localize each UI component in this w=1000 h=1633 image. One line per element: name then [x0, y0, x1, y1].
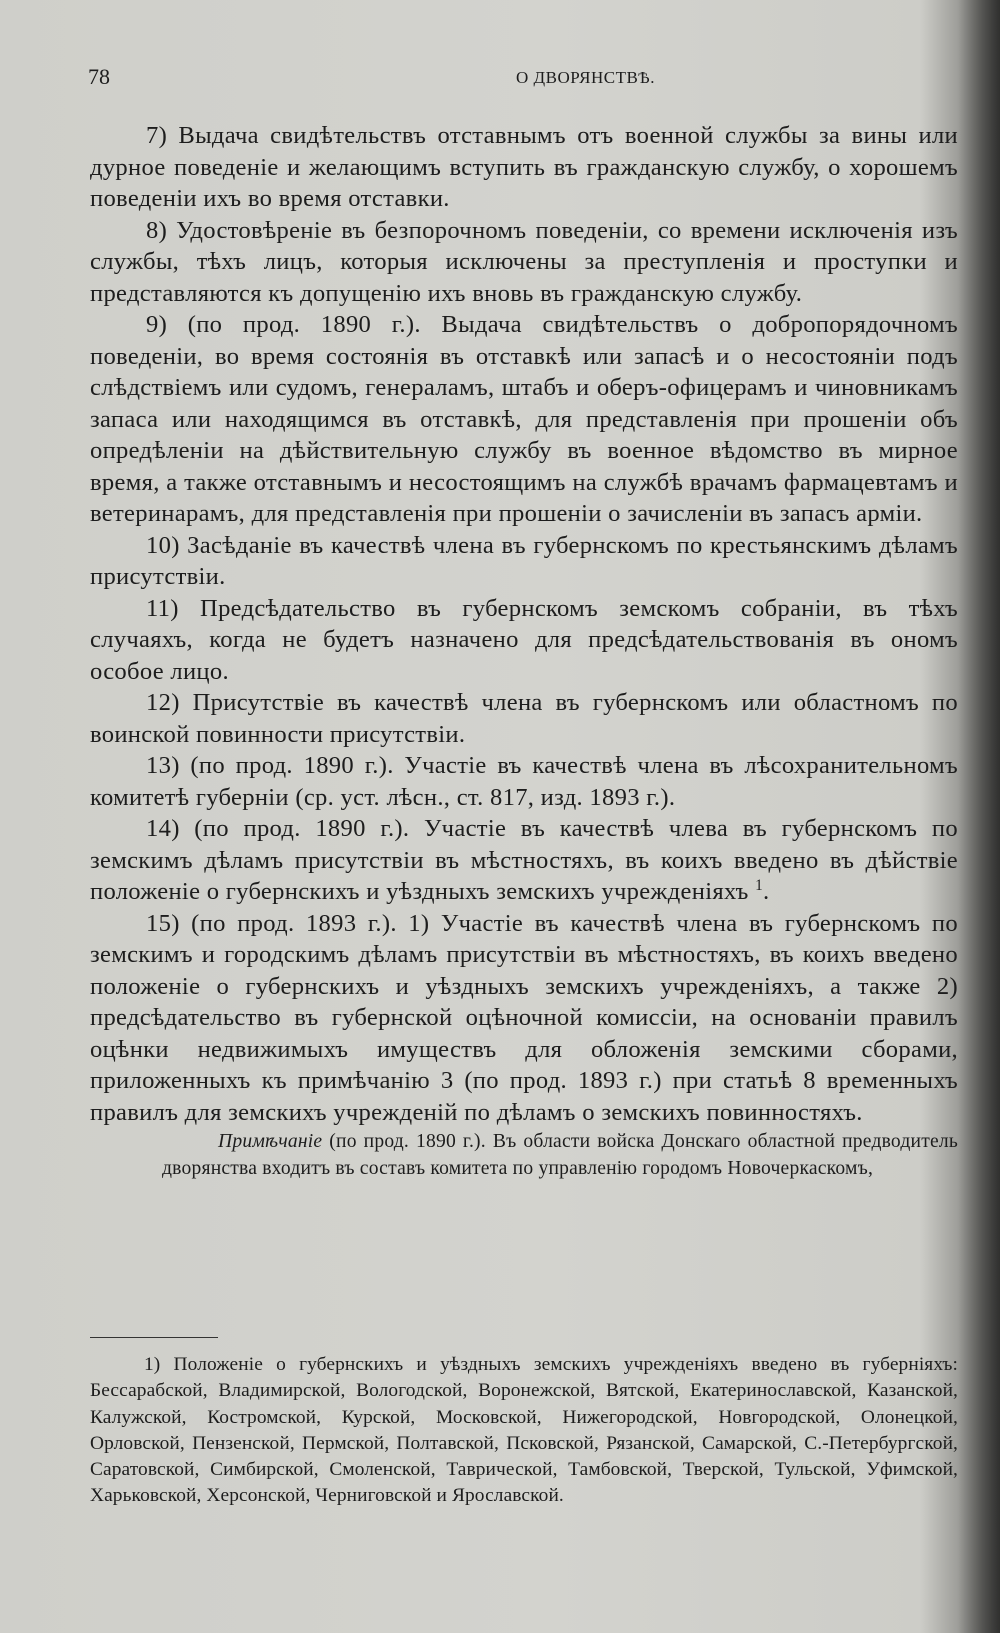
paragraph-11: 11) Предсѣдательство въ губернскомъ земскомъ собраніи, въ тѣхъ случаяхъ, когда не будетъ назначено для предсѣдательствованія въ ономъ особое лицо.	[90, 594, 958, 685]
footnote-reference: 1	[755, 876, 764, 894]
note-label: Примѣчаніе	[218, 1131, 323, 1152]
page-header	[88, 58, 958, 98]
paragraph-15: 15) (по прод. 1893 г.). 1) Участіе въ качествѣ члена въ губернскомъ по земскимъ и городскимъ дѣламъ присутствіи въ мѣстностяхъ, въ коихъ введено положеніе о губернскихъ и уѣздныхъ земскихъ учрежденіяхъ, а также 2) предсѣдательство въ губернской оцѣночной комиссіи, на основаніи правилъ оцѣнки недвижимыхъ имуществъ для обложенія земскими сборами, приложенныхъ къ примѣчанію 3 (по прод. 1893 г.) при статьѣ 8 временныхъ правилъ для земскихъ учрежденій по дѣламъ о земскихъ повинностяхъ.	[90, 909, 958, 1126]
paragraph-12: 12) Присутствіе въ качествѣ члена въ губернскомъ или областномъ по воинской повинности присутствіи.	[90, 689, 958, 748]
paragraph-8: 8) Удостовѣреніе въ безпорочномъ поведеніи, со времени исключенія изъ службы, тѣхъ лицъ, которыя исключены за преступленія и проступки и представляются къ допущенію ихъ вновь въ гражданскую службу.	[90, 216, 958, 307]
paragraph-13: 13) (по прод. 1890 г.). Участіе въ качествѣ члена въ лѣсохранительномъ комитетѣ губерніи (ср. уст. лѣсн., ст. 817, изд. 1893 г.).	[90, 752, 958, 811]
page-edge-shadow	[958, 0, 1000, 1633]
paragraph-14-text: 14) (по прод. 1890 г.). Участіе въ качествѣ члева въ губернскомъ по земскимъ дѣламъ присутствіи въ мѣстностяхъ, въ коихъ введено въ дѣйствіе положеніе о губернскихъ и уѣздныхъ земскихъ учрежденіяхъ	[90, 815, 958, 905]
note-text: (по прод. 1890 г.). Въ области войска Донскаго областной предводитель дворянства входитъ въ составъ комитета по управленію городомъ Новочеркаскомъ,	[162, 1131, 958, 1179]
paragraph-14	[90, 813, 958, 908]
paragraph-7: 7) Выдача свидѣтельствъ отставнымъ отъ военной службы за вины или дурное поведеніе и желающимъ вступить въ гражданскую службу, о хорошемъ поведеніи ихъ во время отставки.	[90, 122, 958, 212]
footnote-text: Положеніе о губернскихъ и уѣздныхъ земскихъ учрежденіяхъ введено въ губерніяхъ: Бессарабской, Владимирской, Вологодской, Воронежской, Вятской, Екатеринославской, Казанской, Калужской, Костромской, Курской, Московской, Нижегородской, Новгородской, Олонецкой, Орловской, Пензенской, Пермской, Полтавской, Псковской, Рязанской, Самарской, С.-Петербургской, Саратовской, Симбирской, Смоленской, Таврической, Тамбовской, Тверской, Тульской, Уфимской, Харьковской, Херсонской, Черниговской и Ярославской.	[90, 1354, 958, 1507]
footnote-paragraph	[90, 1352, 958, 1510]
footnote	[90, 1352, 958, 1510]
page-number: 78	[88, 64, 110, 89]
paragraph-14-end: .	[763, 878, 770, 905]
footnote-divider	[90, 1337, 218, 1338]
footnote-marker: 1)	[144, 1354, 161, 1375]
note-paragraph	[90, 1128, 958, 1182]
paragraph-9: 9) (по прод. 1890 г.). Выдача свидѣтельствъ о добропорядочномъ поведеніи, во время состоянія въ отставкѣ или запасѣ и о несостояніи подъ слѣдствіемъ или судомъ, генераламъ, штабъ и оберъ-офицерамъ и чиновникамъ запаса или находящимся въ отставкѣ, для представленія при прошеніи объ опредѣленіи на дѣйствительную службу въ военное вѣдомство въ мирное время, а также отставнымъ и несостоящимъ на службѣ врачамъ фармацевтамъ и ветеринарамъ, для представленія при прошеніи о зачисленіи въ запасъ арміи.	[90, 311, 958, 527]
paragraph-10: 10) Засѣданіе въ качествѣ члена въ губернскомъ по крестьянскимъ дѣламъ присутствіи.	[90, 531, 958, 590]
running-head: О ДВОРЯНСТВѢ.	[516, 68, 655, 87]
main-text	[90, 120, 958, 1182]
